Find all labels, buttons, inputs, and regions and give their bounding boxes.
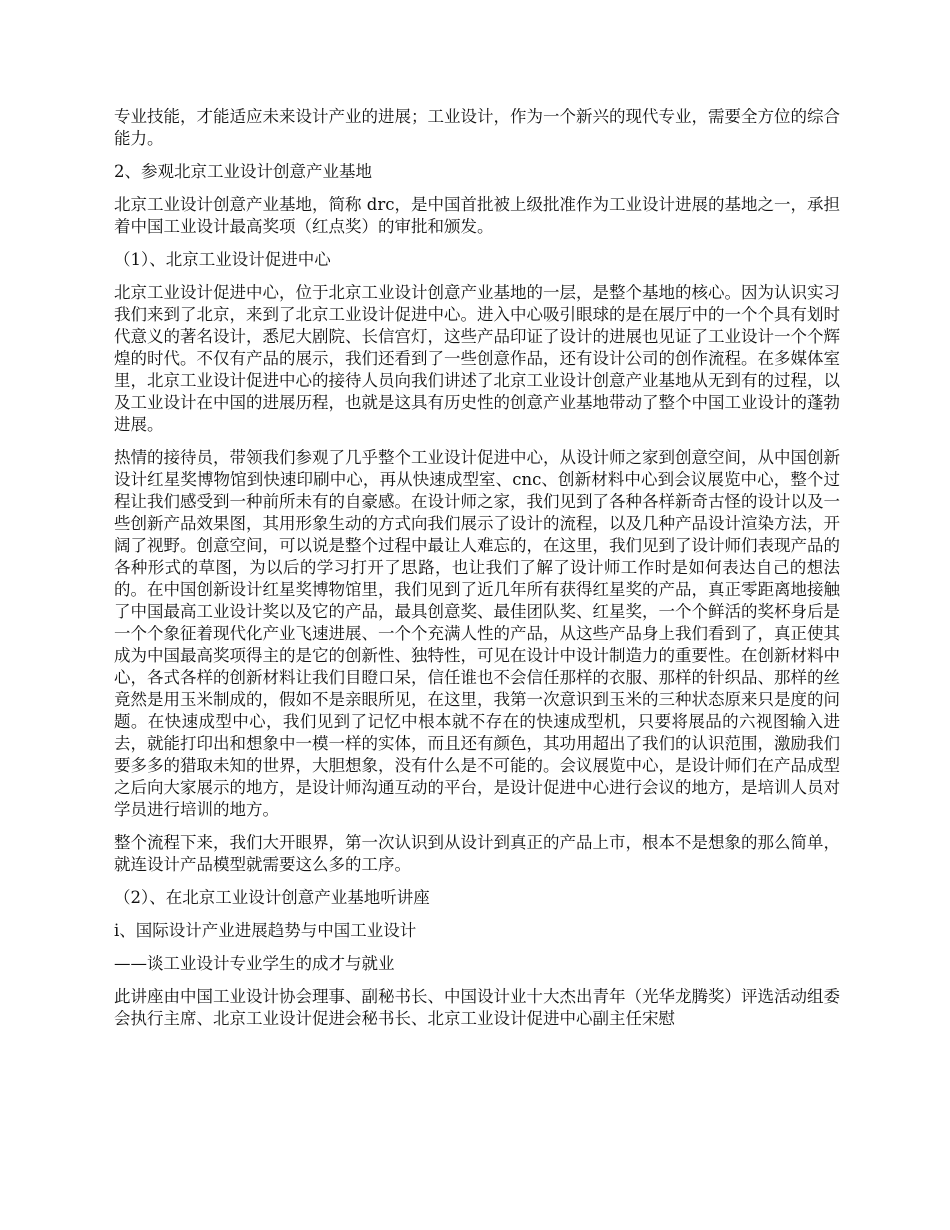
document-page bbox=[114, 106, 840, 1041]
paragraph-intro-continuation: 专业技能，才能适应未来设计产业的进展；工业设计，作为一个新兴的现代专业，需要全方位的综合能力。 bbox=[114, 107, 840, 148]
section-heading-visit-drc: 2、参观北京工业设计创意产业基地 bbox=[114, 162, 372, 181]
lecture-subtitle: ——谈工业设计专业学生的成才与就业 bbox=[114, 954, 395, 973]
paragraph-promotion-center: 北京工业设计促进中心，位于北京工业设计创意产业基地的一层，是整个基地的核心。因为认识实习我们来到了北京，来到了北京工业设计促进中心。进入中心吸引眼球的是在展厅中的一个个具有划时代意义的著名设计，悉尼大剧院、长信宫灯，这些产品印证了设计的进展也见证了工业设计一个个辉煌的时代。不仅有产品的展示，我们还看到了一些创意作品，还有设计公司的创作流程。在多媒体室里，北京工业设计促进中心的接待人员向我们讲述了北京工业设计创意产业基地从无到有的过程，以及工业设计在中国的进展历程，也就是这具有历史性的创意产业基地带动了整个中国工业设计的蓬勃进展。 bbox=[114, 283, 840, 434]
subsection-heading-lecture: （2）、在北京工业设计创意产业基地听讲座 bbox=[114, 888, 430, 907]
paragraph-tour: 热情的接待员，带领我们参观了几乎整个工业设计促进中心，从设计师之家到创意空间，从中国创新设计红星奖博物馆到快速印刷中心，再从快速成型室、cnc、创新材料中心到会议展览中心，整个过程让我们感受到一种前所未有的自豪感。在设计师之家，我们见到了各种各样新奇古怪的设计以及一些创新产品效果图，其用形象生动的方式向我们展示了设计的流程，以及几种产品设计渲染方法，开阔了视野。创意空间，可以说是整个过程中最让人难忘的，在这里，我们见到了设计师们表现产品的各种形式的草图，为以后的学习打开了思路，也让我们了解了设计师工作时是如何表达自己的想法的。在中国创新设计红星奖博物馆里，我们见到了近几年所有获得红星奖的产品，真正零距离地接触了中国最高工业设计奖以及它的产品，最具创意奖、最佳团队奖、红星奖，一个个鲜活的奖杯身后是一个个象征着现代化产业飞速进展、一个个充满人性的产品，从这些产品身上我们看到了，真正使其成为中国最高奖项得主的是它的创新性、独特性，可见在设计中设计制造力的重要性。在创新材料中心，各式各样的创新材料让我们目瞪口呆，信任谁也不会信任那样的衣服、那样的针织品、那样的丝竟然是用玉米制成的，假如不是亲眼所见，在这里，我第一次意识到玉米的三种状态原来只是度的问题。在快速成型中心，我们见到了记忆中根本就不存在的快速成型机，只要将展品的六视图输入进去，就能打印出和想象中一模一样的实体，而且还有颜色，其功用超出了我们的认识范围，激励我们要多多的猎取未知的世界，大胆想象，没有什么是不可能的。会议展览中心，是设计师们在产品成型之后向大家展示的地方，是设计师沟通互动的平台，是设计促进中心进行会议的地方，是培训人员对学员进行培训的地方。 bbox=[114, 448, 840, 819]
subsection-heading-promotion-center: （1）、北京工业设计促进中心 bbox=[114, 250, 331, 269]
lecture-title: i、国际设计产业进展趋势与中国工业设计 bbox=[114, 921, 417, 940]
paragraph-drc-description: 北京工业设计创意产业基地，简称 drc，是中国首批被上级批准作为工业设计进展的基地之一，承担着中国工业设计最高奖项（红点奖）的审批和颁发。 bbox=[114, 195, 840, 236]
paragraph-reflection: 整个流程下来，我们大开眼界，第一次认识到从设计到真正的产品上市，根本不是想象的那么简单，就连设计产品模型就需要这么多的工序。 bbox=[114, 833, 840, 874]
paragraph-lecture-description: 此讲座由中国工业设计协会理事、副秘书长、中国设计业十大杰出青年（光华龙腾奖）评选活动组委会执行主席、北京工业设计促进会秘书长、北京工业设计促进中心副主任宋慰 bbox=[114, 987, 840, 1028]
